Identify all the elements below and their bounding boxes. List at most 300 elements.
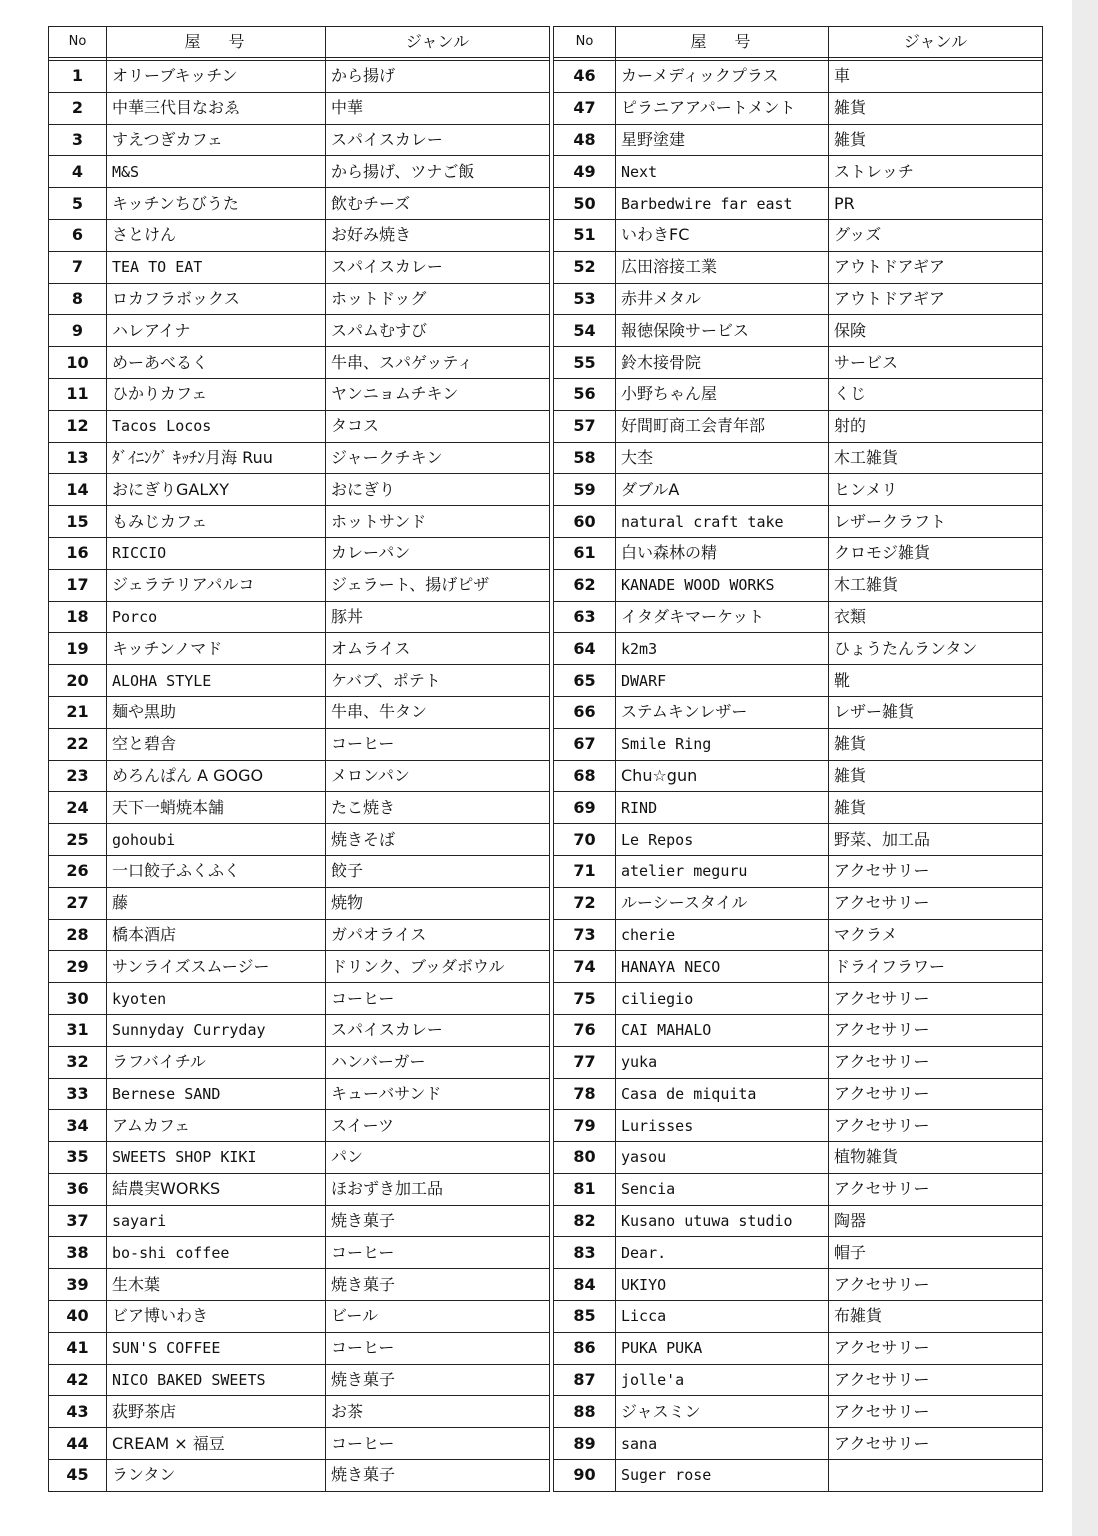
row-genre: 焼きそば	[326, 824, 550, 856]
row-name: 小野ちゃん屋	[616, 378, 829, 410]
header-no: No	[49, 27, 107, 58]
row-genre: 植物雑貨	[829, 1142, 1043, 1174]
row-no: 85	[554, 1301, 616, 1333]
row-name: アムカフェ	[107, 1110, 326, 1142]
row-name: 空と碧舎	[107, 728, 326, 760]
table-row	[554, 251, 1043, 283]
table-row	[49, 315, 550, 347]
row-name: カーメディックプラス	[616, 61, 829, 93]
row-genre: アクセサリー	[829, 1428, 1043, 1460]
row-no: 41	[49, 1332, 107, 1364]
row-no: 72	[554, 887, 616, 919]
row-no: 4	[49, 156, 107, 188]
table-row	[554, 347, 1043, 379]
row-no: 89	[554, 1428, 616, 1460]
table-row	[49, 347, 550, 379]
row-name: おにぎりGALXY	[107, 474, 326, 506]
row-no: 88	[554, 1396, 616, 1428]
row-no: 77	[554, 1046, 616, 1078]
page-edge-shadow	[1072, 0, 1098, 1536]
row-name: ダブルA	[616, 474, 829, 506]
row-genre: たこ焼き	[326, 792, 550, 824]
table-row	[554, 537, 1043, 569]
table-row	[49, 1046, 550, 1078]
table-row	[49, 1110, 550, 1142]
table-row	[49, 665, 550, 697]
row-genre: マクラメ	[829, 919, 1043, 951]
table-row	[554, 442, 1043, 474]
table-row	[49, 61, 550, 93]
row-name: Tacos Locos	[107, 410, 326, 442]
table-row	[49, 919, 550, 951]
row-genre: アウトドアギア	[829, 283, 1043, 315]
row-genre: アクセサリー	[829, 1046, 1043, 1078]
row-no: 83	[554, 1237, 616, 1269]
row-name: NICO BAKED SWEETS	[107, 1364, 326, 1396]
row-genre: 車	[829, 61, 1043, 93]
table-row	[49, 442, 550, 474]
table-row	[49, 1205, 550, 1237]
row-genre: ガパオライス	[326, 919, 550, 951]
table-row	[49, 601, 550, 633]
row-no: 28	[49, 919, 107, 951]
table-row	[49, 92, 550, 124]
row-no: 80	[554, 1142, 616, 1174]
row-no: 61	[554, 537, 616, 569]
table-body-right	[554, 61, 1043, 1492]
row-genre: アクセサリー	[829, 855, 1043, 887]
row-genre: パン	[326, 1142, 550, 1174]
row-no: 36	[49, 1173, 107, 1205]
row-name: Porco	[107, 601, 326, 633]
row-name: Chu☆gun	[616, 760, 829, 792]
row-name: Barbedwire far east	[616, 188, 829, 220]
row-genre: ストレッチ	[829, 156, 1043, 188]
table-body-left	[49, 61, 550, 1492]
row-name: sana	[616, 1428, 829, 1460]
row-no: 65	[554, 665, 616, 697]
row-genre: 雑貨	[829, 792, 1043, 824]
row-no: 6	[49, 219, 107, 251]
row-name: SWEETS SHOP KIKI	[107, 1142, 326, 1174]
row-no: 48	[554, 124, 616, 156]
row-no: 63	[554, 601, 616, 633]
table-row	[554, 1301, 1043, 1333]
row-name: yasou	[616, 1142, 829, 1174]
row-genre: 餃子	[326, 855, 550, 887]
table-row	[554, 887, 1043, 919]
row-genre: 雑貨	[829, 92, 1043, 124]
row-name: CAI MAHALO	[616, 1014, 829, 1046]
table-row	[554, 156, 1043, 188]
row-name: 藤	[107, 887, 326, 919]
row-genre: 牛串、牛タン	[326, 696, 550, 728]
table-row	[554, 696, 1043, 728]
row-name: CREAM × 福豆	[107, 1428, 326, 1460]
row-name: 橋本酒店	[107, 919, 326, 951]
row-no: 90	[554, 1460, 616, 1492]
row-no: 55	[554, 347, 616, 379]
row-name: Suger rose	[616, 1460, 829, 1492]
row-genre: サービス	[829, 347, 1043, 379]
header-genre: ジャンル	[326, 27, 550, 58]
row-genre: キューバサンド	[326, 1078, 550, 1110]
row-name: HANAYA NECO	[616, 951, 829, 983]
table-row	[554, 1173, 1043, 1205]
header-no: No	[554, 27, 616, 58]
table-row	[49, 1364, 550, 1396]
row-name: サンライズスムージー	[107, 951, 326, 983]
row-genre: 雑貨	[829, 760, 1043, 792]
row-genre: 木工雑貨	[829, 442, 1043, 474]
table-row	[554, 410, 1043, 442]
row-genre: クロモジ雑貨	[829, 537, 1043, 569]
row-genre: 雑貨	[829, 124, 1043, 156]
table-row	[49, 1078, 550, 1110]
row-genre: ほおずき加工品	[326, 1173, 550, 1205]
row-genre: レザー雑貨	[829, 696, 1043, 728]
row-name: k2m3	[616, 633, 829, 665]
table-row	[554, 1269, 1043, 1301]
row-name: イタダキマーケット	[616, 601, 829, 633]
row-name: Smile Ring	[616, 728, 829, 760]
row-name: ロカフラボックス	[107, 283, 326, 315]
table-row	[554, 951, 1043, 983]
row-name: もみじカフェ	[107, 506, 326, 538]
row-genre: アクセサリー	[829, 983, 1043, 1015]
row-genre	[829, 1460, 1043, 1492]
row-name: TEA TO EAT	[107, 251, 326, 283]
row-no: 37	[49, 1205, 107, 1237]
row-name: Sunnyday Curryday	[107, 1014, 326, 1046]
table-row	[554, 124, 1043, 156]
table-row	[49, 1396, 550, 1428]
row-no: 32	[49, 1046, 107, 1078]
table-row	[554, 283, 1043, 315]
row-name: kyoten	[107, 983, 326, 1015]
row-no: 2	[49, 92, 107, 124]
row-genre: お茶	[326, 1396, 550, 1428]
row-name: さとけん	[107, 219, 326, 251]
row-genre: アクセサリー	[829, 1078, 1043, 1110]
row-no: 86	[554, 1332, 616, 1364]
row-genre: から揚げ	[326, 61, 550, 93]
row-genre: 飲むチーズ	[326, 188, 550, 220]
row-genre: ホットサンド	[326, 506, 550, 538]
row-genre: 帽子	[829, 1237, 1043, 1269]
row-name: Casa de miquita	[616, 1078, 829, 1110]
row-no: 59	[554, 474, 616, 506]
table-row	[554, 92, 1043, 124]
row-no: 24	[49, 792, 107, 824]
row-no: 57	[554, 410, 616, 442]
header-genre: ジャンル	[829, 27, 1043, 58]
row-no: 21	[49, 696, 107, 728]
table-row	[49, 1014, 550, 1046]
row-no: 23	[49, 760, 107, 792]
row-name: SUN'S COFFEE	[107, 1332, 326, 1364]
table-row	[49, 569, 550, 601]
row-no: 58	[554, 442, 616, 474]
table-row	[554, 919, 1043, 951]
row-no: 12	[49, 410, 107, 442]
table-row	[49, 1460, 550, 1492]
row-name: ステムキンレザー	[616, 696, 829, 728]
row-no: 34	[49, 1110, 107, 1142]
row-name: ランタン	[107, 1460, 326, 1492]
row-name: 荻野茶店	[107, 1396, 326, 1428]
row-name: ciliegio	[616, 983, 829, 1015]
row-genre: 保険	[829, 315, 1043, 347]
table-row	[49, 1428, 550, 1460]
table-row	[49, 855, 550, 887]
table-row	[49, 696, 550, 728]
table-row	[49, 378, 550, 410]
row-no: 64	[554, 633, 616, 665]
row-genre: スパイスカレー	[326, 1014, 550, 1046]
row-genre: コーヒー	[326, 1428, 550, 1460]
row-no: 53	[554, 283, 616, 315]
row-name: PUKA PUKA	[616, 1332, 829, 1364]
row-no: 44	[49, 1428, 107, 1460]
table-row	[554, 378, 1043, 410]
row-genre: スイーツ	[326, 1110, 550, 1142]
table-row	[49, 410, 550, 442]
row-genre: PR	[829, 188, 1043, 220]
row-genre: グッズ	[829, 219, 1043, 251]
table-row	[49, 760, 550, 792]
row-genre: コーヒー	[326, 1237, 550, 1269]
row-genre: ドリンク、ブッダボウル	[326, 951, 550, 983]
row-genre: アクセサリー	[829, 1173, 1043, 1205]
table-row	[554, 1460, 1043, 1492]
table-row	[554, 1205, 1043, 1237]
row-genre: アクセサリー	[829, 1014, 1043, 1046]
row-genre: 靴	[829, 665, 1043, 697]
vendor-table-right	[553, 26, 1043, 1492]
row-name: ジェラテリアパルコ	[107, 569, 326, 601]
table-row	[554, 1237, 1043, 1269]
row-no: 15	[49, 506, 107, 538]
row-genre: コーヒー	[326, 983, 550, 1015]
row-genre: ケバブ、ポテト	[326, 665, 550, 697]
row-name: 一口餃子ふくふく	[107, 855, 326, 887]
table-row	[49, 156, 550, 188]
table-row	[554, 1110, 1043, 1142]
row-genre: ドライフラワー	[829, 951, 1043, 983]
row-name: Sencia	[616, 1173, 829, 1205]
table-row	[554, 1428, 1043, 1460]
row-genre: アクセサリー	[829, 1396, 1043, 1428]
row-genre: レザークラフト	[829, 506, 1043, 538]
row-no: 52	[554, 251, 616, 283]
row-name: すえつぎカフェ	[107, 124, 326, 156]
row-name: natural craft take	[616, 506, 829, 538]
table-row	[49, 1142, 550, 1174]
table-row	[554, 188, 1043, 220]
table-row	[554, 1364, 1043, 1396]
row-no: 79	[554, 1110, 616, 1142]
row-genre: ひょうたんランタン	[829, 633, 1043, 665]
row-name: M&S	[107, 156, 326, 188]
row-no: 76	[554, 1014, 616, 1046]
row-genre: アウトドアギア	[829, 251, 1043, 283]
row-name: Lurisses	[616, 1110, 829, 1142]
row-no: 47	[554, 92, 616, 124]
row-genre: カレーパン	[326, 537, 550, 569]
table-row	[554, 506, 1043, 538]
table-row	[554, 792, 1043, 824]
table-row	[49, 283, 550, 315]
row-genre: アクセサリー	[829, 1110, 1043, 1142]
row-genre: 木工雑貨	[829, 569, 1043, 601]
row-no: 14	[49, 474, 107, 506]
table-row	[49, 1269, 550, 1301]
table-row	[554, 1332, 1043, 1364]
table-header-row	[554, 27, 1043, 58]
table-row	[554, 855, 1043, 887]
row-no: 54	[554, 315, 616, 347]
row-name: ビア博いわき	[107, 1301, 326, 1333]
row-no: 62	[554, 569, 616, 601]
row-name: Licca	[616, 1301, 829, 1333]
row-name: ひかりカフェ	[107, 378, 326, 410]
row-genre: お好み焼き	[326, 219, 550, 251]
row-name: ピラニアアパートメント	[616, 92, 829, 124]
row-no: 73	[554, 919, 616, 951]
table-row	[49, 1237, 550, 1269]
row-name: Next	[616, 156, 829, 188]
row-genre: 豚丼	[326, 601, 550, 633]
row-name: オリーブキッチン	[107, 61, 326, 93]
row-no: 40	[49, 1301, 107, 1333]
row-no: 22	[49, 728, 107, 760]
row-no: 75	[554, 983, 616, 1015]
header-name: 屋号	[107, 27, 326, 58]
row-no: 10	[49, 347, 107, 379]
row-no: 51	[554, 219, 616, 251]
row-name: キッチンちびうた	[107, 188, 326, 220]
row-genre: メロンパン	[326, 760, 550, 792]
row-genre: ホットドッグ	[326, 283, 550, 315]
row-no: 25	[49, 824, 107, 856]
row-genre: ハンバーガー	[326, 1046, 550, 1078]
row-genre: から揚げ、ツナご飯	[326, 156, 550, 188]
table-row	[49, 951, 550, 983]
table-row	[49, 506, 550, 538]
table-row	[49, 251, 550, 283]
row-name: 赤井メタル	[616, 283, 829, 315]
row-name: Bernese SAND	[107, 1078, 326, 1110]
table-row	[49, 1173, 550, 1205]
row-no: 69	[554, 792, 616, 824]
row-no: 18	[49, 601, 107, 633]
row-name: RIND	[616, 792, 829, 824]
row-no: 20	[49, 665, 107, 697]
row-name: yuka	[616, 1046, 829, 1078]
row-name: Dear.	[616, 1237, 829, 1269]
table-row	[49, 474, 550, 506]
row-genre: 中華	[326, 92, 550, 124]
row-genre: ヒンメリ	[829, 474, 1043, 506]
table-row	[554, 61, 1043, 93]
table-row	[49, 1301, 550, 1333]
row-genre: 焼物	[326, 887, 550, 919]
table-row	[49, 124, 550, 156]
vendor-table-left	[48, 26, 550, 1492]
table-row	[554, 728, 1043, 760]
table-row	[49, 188, 550, 220]
row-genre: ヤンニョムチキン	[326, 378, 550, 410]
table-row	[554, 569, 1043, 601]
row-no: 9	[49, 315, 107, 347]
row-name: atelier meguru	[616, 855, 829, 887]
row-no: 70	[554, 824, 616, 856]
row-no: 78	[554, 1078, 616, 1110]
row-genre: ジャークチキン	[326, 442, 550, 474]
row-genre: ジェラート、揚げピザ	[326, 569, 550, 601]
row-name: DWARF	[616, 665, 829, 697]
row-genre: 雑貨	[829, 728, 1043, 760]
row-no: 39	[49, 1269, 107, 1301]
table-row	[554, 760, 1043, 792]
row-name: ルーシースタイル	[616, 887, 829, 919]
row-genre: 焼き菓子	[326, 1205, 550, 1237]
row-no: 31	[49, 1014, 107, 1046]
row-genre: 衣類	[829, 601, 1043, 633]
row-name: ハレアイナ	[107, 315, 326, 347]
row-genre: ビール	[326, 1301, 550, 1333]
row-genre: アクセサリー	[829, 1269, 1043, 1301]
row-no: 60	[554, 506, 616, 538]
row-no: 45	[49, 1460, 107, 1492]
row-genre: 布雑貨	[829, 1301, 1043, 1333]
row-name: Le Repos	[616, 824, 829, 856]
table-row	[49, 792, 550, 824]
row-no: 49	[554, 156, 616, 188]
row-genre: 野菜、加工品	[829, 824, 1043, 856]
table-row	[49, 728, 550, 760]
row-name: 結農実WORKS	[107, 1173, 326, 1205]
row-genre: 牛串、スパゲッティ	[326, 347, 550, 379]
row-name: sayari	[107, 1205, 326, 1237]
row-name: 天下一蛸焼本舗	[107, 792, 326, 824]
row-name: いわきFC	[616, 219, 829, 251]
row-name: 中華三代目なおゑ	[107, 92, 326, 124]
row-name: ラフバイチル	[107, 1046, 326, 1078]
row-genre: アクセサリー	[829, 1332, 1043, 1364]
row-no: 87	[554, 1364, 616, 1396]
row-name: RICCIO	[107, 537, 326, 569]
header-name: 屋号	[616, 27, 829, 58]
row-genre: タコス	[326, 410, 550, 442]
row-no: 42	[49, 1364, 107, 1396]
row-no: 38	[49, 1237, 107, 1269]
row-genre: コーヒー	[326, 1332, 550, 1364]
row-genre: スパイスカレー	[326, 251, 550, 283]
row-genre: オムライス	[326, 633, 550, 665]
table-row	[554, 665, 1043, 697]
table-row	[554, 1142, 1043, 1174]
row-no: 17	[49, 569, 107, 601]
row-name: UKIYO	[616, 1269, 829, 1301]
row-no: 68	[554, 760, 616, 792]
row-name: 好間町商工会青年部	[616, 410, 829, 442]
row-name: 麺や黒助	[107, 696, 326, 728]
row-name: 生木葉	[107, 1269, 326, 1301]
row-name: 広田溶接工業	[616, 251, 829, 283]
row-no: 35	[49, 1142, 107, 1174]
